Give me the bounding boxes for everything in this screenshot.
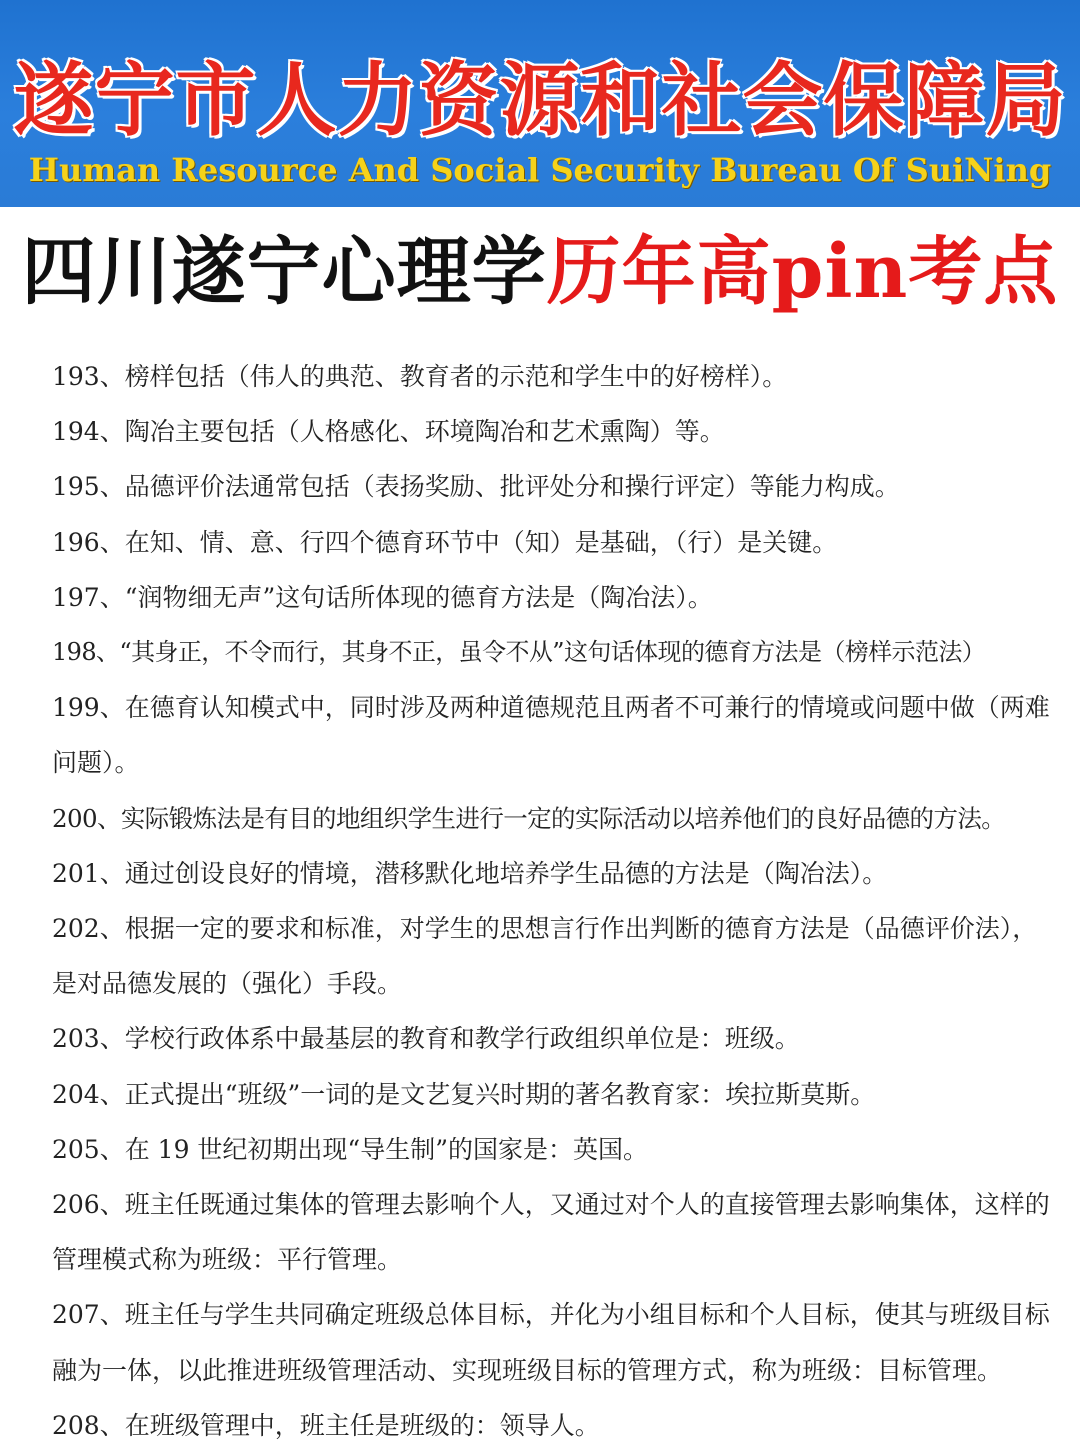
list-item-200: 200、实际锻炼法是有目的地组织学生进行一定的实际活动以培养他们的良好品德的方法。 (52, 803, 1006, 833)
page-title (0, 222, 1080, 322)
question-list (52, 349, 1052, 1453)
list-item-204: 204、正式提出“班级”一词的是文艺复兴时期的著名教育家：埃拉斯莫斯。 (52, 1079, 876, 1109)
banner-title-cn: 遂宁市人力资源和社会保障局 (13, 53, 1067, 147)
page-title-part1: 四川遂宁心理学 (21, 229, 547, 315)
list-item-206: 206、班主任既通过集体的管理去影响个人，又通过对个人的直接管理去影响集体，这样的管理模式称为班级：平行管理。 (52, 1190, 1050, 1275)
list-item-199: 199、在德育认知模式中，同时涉及两种道德规范且两者不可兼行的情境或问题中做（两难问题）。 (52, 693, 1050, 778)
list-item-198: 198、“其身正，不令而行，其身不正，虽令不从”这句话体现的德育方法是（榜样示范法） (52, 638, 986, 667)
list-item-194: 194、陶冶主要包括（人格感化、环境陶冶和艺术熏陶）等。 (52, 417, 725, 447)
list-item-196: 196、在知、情、意、行四个德育环节中（知）是基础，（行）是关键。 (52, 527, 838, 557)
page-title-part2: 历年高pin考点 (546, 229, 1059, 315)
list-item-207: 207、班主任与学生共同确定班级总体目标，并化为小组目标和个人目标，使其与班级目标融为一体，以此推进班级管理活动、实现班级目标的管理方式，称为班级：目标管理。 (52, 1300, 1050, 1385)
list-item-203: 203、学校行政体系中最基层的教育和教学行政组织单位是：班级。 (52, 1024, 800, 1054)
list-item-197: 197、“润物细无声”这句话所体现的德育方法是（陶冶法）。 (52, 582, 713, 612)
header-banner (0, 0, 1080, 207)
list-item-208: 208、在班级管理中，班主任是班级的：领导人。 (52, 1410, 600, 1440)
list-item-193: 193、榜样包括（伟人的典范、教育者的示范和学生中的好榜样）。 (52, 362, 788, 391)
list-item-202: 202、根据一定的要求和标准，对学生的思想言行作出判断的德育方法是（品德评价法），是对品德发展的（强化）手段。 (52, 914, 1038, 999)
list-item-205: 205、在 19 世纪初期出现“导生制”的国家是：英国。 (52, 1134, 648, 1164)
list-item-195: 195、品德评价法通常包括（表扬奖励、批评处分和操行评定）等能力构成。 (52, 472, 900, 502)
banner-title-en: Human Resource And Social Security Bureau Of SuiNing (28, 151, 1052, 189)
list-item-201: 201、通过创设良好的情境，潜移默化地培养学生品德的方法是（陶冶法）。 (52, 858, 888, 888)
